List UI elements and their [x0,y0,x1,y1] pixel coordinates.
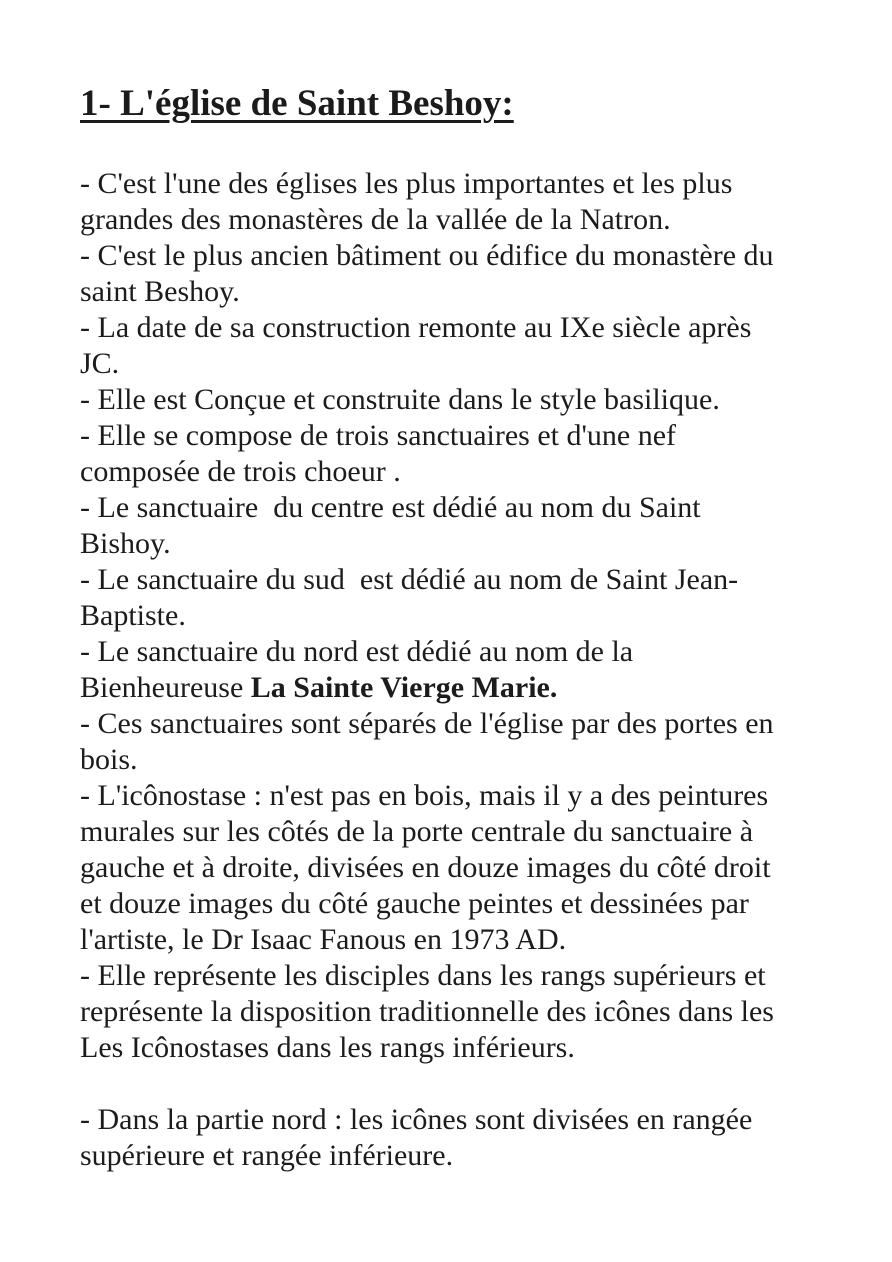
text-line [80,778,852,814]
text-segment: et douze images du côté gauche peintes et dessinées par [80,887,749,920]
text-line [80,1138,852,1174]
text-segment: - L'icônostase : n'est pas en bois, mais il y a des peintures [80,779,769,812]
text-segment: - Ces sanctuaires sont séparés de l'église par des portes en [80,707,774,740]
text-segment: grandes des monastères de la vallée de la Natron. [80,203,671,236]
text-line [80,310,852,346]
text-segment: murales sur les côtés de la porte centrale du sanctuaire à [80,815,754,848]
text-segment: - Elle représente les disciples dans les rangs supérieurs et [80,959,766,992]
document-body [80,166,852,1174]
text-segment: - Elle est Conçue et construite dans le style basilique. [80,383,720,416]
text-segment: bois. [80,743,138,776]
text-segment: Bienheureuse [80,671,251,704]
text-segment: Bishoy. [80,527,171,560]
text-line [80,994,852,1030]
text-segment: - Elle se compose de trois sanctuaires et d'une nef [80,419,677,452]
text-segment: gauche et à droite, divisées en douze images du côté droit [80,851,771,884]
text-segment: - La date de sa construction remonte au IXe siècle après [80,311,752,344]
text-segment: saint Beshoy. [80,275,240,308]
text-line [80,490,852,526]
document-title: 1- L'église de Saint Beshoy: [80,83,514,124]
text-line [80,670,852,706]
text-line [80,634,852,670]
text-line [80,382,852,418]
text-line [80,850,852,886]
text-line [80,958,852,994]
text-line [80,1102,852,1138]
text-line [80,598,852,634]
text-line [80,346,852,382]
text-segment: Les Icônostases dans les rangs inférieurs. [80,1031,575,1064]
text-segment: représente la disposition traditionnelle des icônes dans les [80,995,774,1028]
text-line [80,886,852,922]
text-line [80,526,852,562]
text-segment: - Le sanctuaire du centre est dédié au nom du Saint [80,491,701,524]
text-line [80,1030,852,1066]
text-segment: supérieure et rangée inférieure. [80,1139,454,1172]
text-line [80,922,852,958]
text-segment-bold: La Sainte Vierge Marie. [250,671,558,704]
text-line [80,706,852,742]
text-segment: - C'est l'une des églises les plus importantes et les plus [80,167,733,200]
text-segment: - C'est le plus ancien bâtiment ou édifice du monastère du [80,239,774,272]
text-line [80,742,852,778]
text-line [80,166,852,202]
text-line [80,202,852,238]
text-line [80,274,852,310]
text-segment: - Dans la partie nord : les icônes sont divisées en rangée [80,1103,753,1136]
text-segment: - Le sanctuaire du nord est dédié au nom de la [80,635,634,668]
text-line [80,418,852,454]
text-line [80,1066,852,1102]
text-line [80,238,852,274]
text-segment: - Le sanctuaire du sud est dédié au nom de Saint Jean- [80,563,739,596]
text-line [80,454,852,490]
text-line [80,814,852,850]
text-segment: JC. [80,347,120,380]
text-line [80,562,852,598]
text-segment: composée de trois choeur . [80,455,401,488]
text-segment: Baptiste. [80,599,186,632]
text-segment: l'artiste, le Dr Isaac Fanous en 1973 AD. [80,923,567,956]
